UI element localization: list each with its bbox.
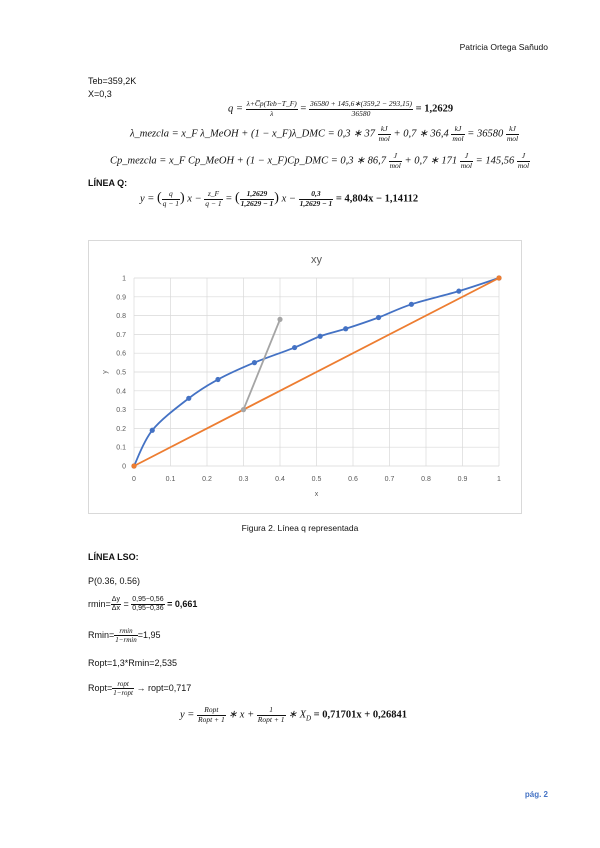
eq-lso-frac-2 <box>257 706 286 724</box>
ropt-frac <box>112 680 134 697</box>
eq-q-num-symbolic: λ+C̅p(Teb−T_F) <box>246 99 297 108</box>
frac-den: q − 1 <box>162 198 179 208</box>
eq-q-den-symbolic: λ <box>270 108 274 118</box>
eq-q-num-values: 36580 + 145,6∗(359,2 − 293,15) <box>309 99 412 108</box>
unit-den: mol <box>378 133 390 143</box>
eq-q-frac-values <box>309 100 413 118</box>
series-point-1 <box>343 326 348 331</box>
y-tick-label: 0 <box>122 463 126 471</box>
frac-num: rmin <box>114 627 137 636</box>
eq-qline-minus: − <box>194 193 202 205</box>
rmin-label: rmin= <box>88 598 111 609</box>
unit-den: mol <box>389 160 401 170</box>
frac-num: Δy <box>111 596 121 605</box>
series-point-1 <box>409 302 414 307</box>
eq-lso-frac-1 <box>197 706 226 724</box>
ropt-equation <box>88 680 191 697</box>
section-title-q-line: LÍNEA Q: <box>88 178 128 188</box>
y-tick-label: 0.1 <box>116 444 126 452</box>
unit-num: kJ <box>451 125 464 135</box>
frac-num: z_F <box>204 190 222 200</box>
unit-num: J <box>517 152 530 162</box>
ropt-result: ropt=0,717 <box>147 682 192 693</box>
Rmin-result: =1,95 <box>137 629 161 640</box>
series-point-1 <box>186 396 191 401</box>
series-point-1 <box>215 377 220 382</box>
frac-den: 1−ropt <box>113 689 133 698</box>
eq-lambda-result: = 36580 <box>467 128 504 140</box>
eq-cp-unit-3 <box>517 152 530 170</box>
y-tick-label: 0.5 <box>116 369 126 377</box>
eq-qline-result: = 4,804x − 1,14112 <box>335 193 419 205</box>
frac-num: 0,95−0,56 <box>131 596 164 605</box>
series-point-1 <box>292 345 297 350</box>
y-tick-label: 0.2 <box>116 425 126 433</box>
ropt-label: Ropt= <box>88 682 113 693</box>
eq-qline-frac-1 <box>162 190 180 208</box>
unit-num: J <box>389 152 402 162</box>
series-point-1 <box>376 315 381 320</box>
eq-qline-frac-2 <box>204 190 222 208</box>
eq-cp-mid: + 0,7 ∗ 171 <box>404 155 458 167</box>
y-tick-label: 0.8 <box>116 313 126 321</box>
x-tick-label: 0.4 <box>275 476 285 483</box>
x-tick-label: 0 <box>132 476 136 483</box>
unit-den: mol <box>517 160 530 170</box>
eq-q-den-values: 36580 <box>351 108 371 118</box>
equation-q-line: y = ( $\frac{q}{q - 1}$ ) x − $\frac{z\_F}{q - 1}$ = ( $\frac{1,2629}{1,2629 - 1}$ ) x − $\frac{0,3}{1,2629 - 1}$ = 4,804x − 1,14112 <box>140 189 419 208</box>
frac-num: Ropt <box>197 706 226 716</box>
frac-den: q − 1 <box>205 198 222 208</box>
series-point-2 <box>131 463 136 468</box>
eq-lambda-unit-1 <box>378 125 391 143</box>
header-author: Patricia Ortega Sañudo <box>459 42 548 52</box>
eq-cp-unit-1 <box>389 152 402 170</box>
chart-title: xy <box>311 254 322 266</box>
eq-q-frac-symbolic <box>246 100 298 118</box>
eq-lambda-unit-2 <box>451 125 464 143</box>
eq-qline-x-2: x <box>281 193 287 205</box>
rmin-equation: rmin= $\frac{\Delta y}{\Delta x}$ = $\frac{0,95-0,56}{0,95-0,36}$ = 0,661 <box>88 596 198 613</box>
x-tick-label: 0.5 <box>311 476 322 483</box>
y-tick-label: 1 <box>122 275 126 283</box>
x-tick-label: 0.8 <box>421 476 431 483</box>
eq-qline-y: y = <box>140 193 155 205</box>
page-number: pág. 2 <box>524 790 548 799</box>
frac-den: 1,2629 − 1 <box>299 198 333 208</box>
frac-den: 0,95−0,36 <box>132 605 164 613</box>
eq-qline-x: x <box>187 193 192 205</box>
frac-num: ropt <box>112 680 134 689</box>
section-title-lso-line: LÍNEA LSO: <box>88 552 139 562</box>
y-tick-label: 0.4 <box>116 388 126 396</box>
equation-cp <box>110 152 530 170</box>
y-tick-label: 0.9 <box>116 294 126 302</box>
x-tick-label: 0.7 <box>384 476 395 483</box>
unit-num: kJ <box>378 125 391 135</box>
frac-num: 1 <box>257 706 286 716</box>
y-axis-label: y <box>102 370 109 374</box>
rmin-frac-1 <box>111 596 121 613</box>
x-axis-label: x <box>314 491 319 498</box>
param-teb: Teb=359,2K <box>88 76 137 86</box>
arrow-icon: → <box>136 682 146 693</box>
series-point-1 <box>456 289 461 294</box>
series-point-1 <box>252 360 257 365</box>
frac-den: Ropt + 1 <box>257 714 285 724</box>
unit-num: kJ <box>506 125 519 135</box>
eq-q-lhs: q = <box>228 103 243 115</box>
rmin-result: = 0,661 <box>167 598 198 609</box>
eq-cp-result: = 145,56 <box>475 155 515 167</box>
eq-qline-frac-3 <box>240 190 275 208</box>
x-tick-label: 0.9 <box>457 476 468 483</box>
frac-num: 0,3 <box>299 190 334 200</box>
equation-lambda <box>130 125 519 143</box>
eq-lambda-text: λ_mezcla = x_F λ_MeOH + (1 − x_F)λ_DMC = 0,3 ∗ 37 <box>130 128 375 140</box>
rmin-frac-2 <box>131 596 164 613</box>
equation-q: q = $\frac{\text{λ+C̅p(Teb−T\_F)}}{\lambda}$ = $\frac{36580 + 145,6∗(359,2 - 293,15)}{36580}$ = 1,2629 <box>228 99 454 118</box>
eq-cp-unit-2 <box>460 152 473 170</box>
unit-den: mol <box>506 133 519 143</box>
xy-chart-svg <box>89 241 521 513</box>
frac-den: Δx <box>111 605 120 613</box>
series-point-1 <box>150 428 155 433</box>
eq-cp-text: Cp_mezcla = x_F Cp_MeOH + (1 − x_F)Cp_DMC = 0,3 ∗ 86,7 <box>110 155 386 167</box>
eq-lso-sub: D <box>305 714 312 723</box>
unit-num: J <box>460 152 473 162</box>
unit-den: mol <box>452 133 464 143</box>
frac-num: q <box>162 190 180 200</box>
eq-lso-tail: ∗ X <box>288 709 306 721</box>
x-tick-label: 0.2 <box>202 476 212 483</box>
eq-qline-frac-4 <box>299 190 334 208</box>
x-tick-label: 0.6 <box>348 476 358 483</box>
y-tick-label: 0.3 <box>116 407 126 415</box>
y-tick-label: 0.6 <box>116 350 126 358</box>
frac-den: Ropt + 1 <box>198 714 225 724</box>
Ropt-equation: Ropt=1,3*Rmin=2,535 <box>88 658 178 668</box>
x-tick-label: 0.3 <box>238 476 249 483</box>
frac-den: 1−rmin <box>115 636 137 645</box>
Rmin-label: Rmin= <box>88 629 115 640</box>
eq-lambda-mid: + 0,7 ∗ 36,4 <box>393 128 449 140</box>
eq-lso-result: = 0,71701x + 0,26841 <box>313 709 408 721</box>
series-point-2 <box>496 275 501 280</box>
unit-den: mol <box>460 160 472 170</box>
param-x: X=0,3 <box>88 89 112 99</box>
xy-chart <box>88 240 522 514</box>
eq-qline-eq: = <box>225 193 233 205</box>
eq-q-result: = 1,2629 <box>415 103 454 115</box>
series-point-1 <box>318 334 323 339</box>
eq-lambda-unit-3 <box>506 125 519 143</box>
frac-num: 1,2629 <box>240 190 275 200</box>
eq-qline-minus-2: − <box>288 193 296 205</box>
eq-lso-mid: ∗ x + <box>228 709 255 721</box>
series-point-3 <box>277 317 282 322</box>
x-tick-label: 0.1 <box>165 476 176 483</box>
series-point-3 <box>241 407 246 412</box>
frac-den: 1,2629 − 1 <box>240 198 274 208</box>
eq-lso-y: y = <box>180 709 195 721</box>
Rmin-equation <box>88 627 161 644</box>
y-tick-label: 0.7 <box>116 331 126 339</box>
point-p: P(0.36, 0.56) <box>88 576 141 586</box>
x-tick-label: 1 <box>497 476 501 483</box>
Rmin-frac <box>114 627 137 644</box>
equation-lso <box>180 706 407 724</box>
figure-caption: Figura 2. Línea q representada <box>241 523 359 533</box>
